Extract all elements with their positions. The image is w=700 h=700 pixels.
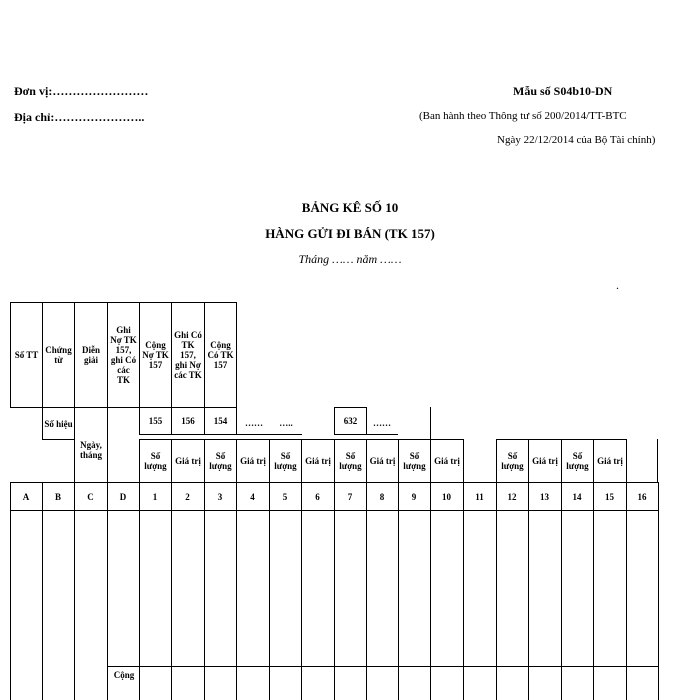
- header-cong-co: Cộng Có TK 157: [204, 302, 237, 408]
- qty-9: Số lượng: [398, 439, 431, 483]
- qty-5: Số lượng: [269, 439, 302, 483]
- form-code: Mẫu số S04b10-DN: [513, 84, 613, 98]
- index-cell: 6: [315, 492, 320, 502]
- val-8: Giá trị: [366, 439, 399, 483]
- sub-ngay-thang: Ngày, tháng: [79, 440, 102, 460]
- acct-dots-1: ……: [245, 418, 263, 428]
- acct-154: 154: [204, 407, 237, 435]
- index-cell: 11: [475, 492, 484, 502]
- issued-date: Ngày 22/12/2014 của Bộ Tài chính): [497, 134, 656, 146]
- header-ghi-co: Ghi Có TK 157, ghi Nợ các TK: [171, 302, 205, 408]
- header-cong-no: Cộng Nợ TK 157: [139, 302, 172, 408]
- acct-155: 155: [139, 407, 172, 435]
- unit-label: Đơn vị:……………………: [14, 84, 149, 98]
- index-cell: 9: [411, 492, 417, 502]
- dot-mark: .: [616, 278, 619, 292]
- header-chung-tu: Chứng từ: [42, 302, 75, 408]
- header-ghi-no: Ghi Nợ TK 157, ghi Có các TK: [107, 302, 140, 408]
- total-label: Cộng: [113, 670, 135, 680]
- val-2: Giá trị: [171, 439, 205, 483]
- index-cell: 1: [152, 492, 158, 502]
- index-cell: 16: [637, 492, 647, 502]
- val-6: Giá trị: [301, 439, 335, 483]
- index-cell: 14: [572, 492, 582, 502]
- index-cell: 15: [605, 492, 614, 502]
- report-subtitle: HÀNG GỬI ĐI BÁN (TK 157): [265, 226, 435, 241]
- index-cell: B: [54, 492, 61, 502]
- qty-7: Số lượng: [334, 439, 367, 483]
- acct-632: 632: [334, 407, 367, 435]
- index-cell: 7: [347, 492, 353, 502]
- val-13: Giá trị: [528, 439, 562, 483]
- index-cell: A: [22, 492, 30, 502]
- qty-14: Số lượng: [561, 439, 594, 483]
- index-cell: 12: [507, 492, 517, 502]
- acct-156: 156: [171, 407, 205, 435]
- report-period: Tháng …… năm ……: [298, 252, 402, 266]
- index-cell: C: [87, 492, 94, 502]
- val-10: Giá trị: [430, 439, 464, 483]
- report-title: BẢNG KÊ SỐ 10: [301, 200, 399, 215]
- index-cell: 13: [540, 492, 549, 502]
- index-cell: 5: [282, 492, 288, 502]
- qty-12: Số lượng: [496, 439, 529, 483]
- index-cell: D: [119, 492, 127, 502]
- index-cell: 10: [442, 492, 451, 502]
- qty-3: Số lượng: [204, 439, 237, 483]
- index-cell: 4: [250, 492, 255, 502]
- address-label: Địa chỉ:…………………..: [14, 110, 145, 124]
- index-cell: 2: [185, 492, 190, 502]
- issued-by: (Ban hành theo Thông tư số 200/2014/TT-BTC: [419, 110, 627, 122]
- qty-1: Số lượng: [139, 439, 172, 483]
- acct-dots-2: …..: [279, 418, 293, 428]
- header-so-tt: Số TT: [10, 302, 43, 408]
- header-dien-giai: Diễn giải: [74, 302, 108, 408]
- index-cell: 8: [379, 492, 385, 502]
- index-cell: 3: [217, 492, 223, 502]
- acct-dots-3: ……: [373, 418, 391, 428]
- val-4: Giá trị: [236, 439, 270, 483]
- sub-so-hieu: Số hiệu: [42, 407, 75, 440]
- val-15: Giá trị: [593, 439, 627, 483]
